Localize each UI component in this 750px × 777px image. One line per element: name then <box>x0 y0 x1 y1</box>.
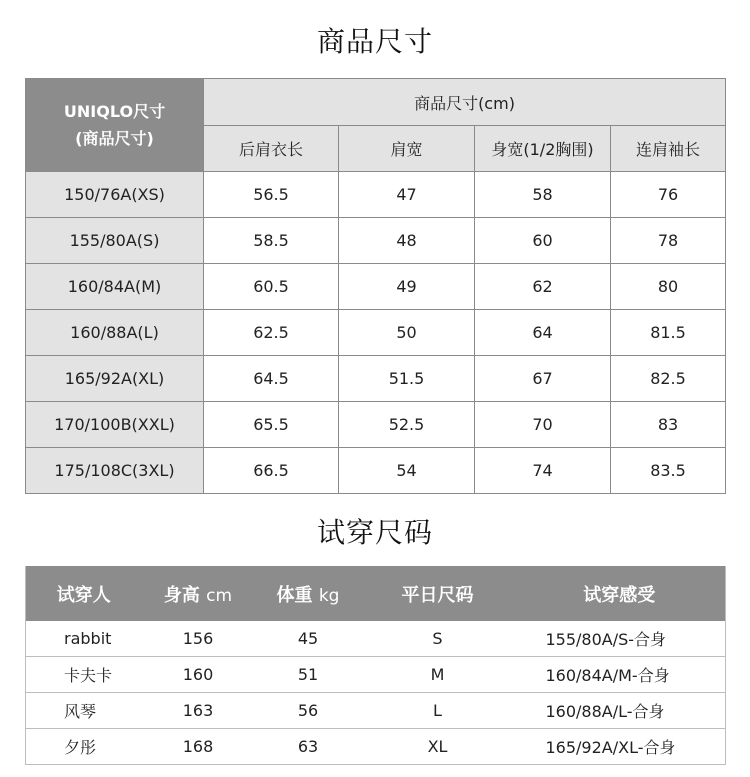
table-row <box>26 172 726 218</box>
measurement-cell: 66.5 <box>204 448 339 494</box>
fit-feedback-cell: 165/92A/XL-合身 <box>514 729 726 765</box>
measurement-cell: 50 <box>339 310 475 356</box>
measurement-cell: 82.5 <box>611 356 726 402</box>
height-cell: 156 <box>142 621 255 657</box>
size-label: 150/76A(XS) <box>26 172 204 218</box>
trial-header: 试穿人 <box>26 566 142 621</box>
measurement-cell: 74 <box>475 448 611 494</box>
size-label: 170/100B(XXL) <box>26 402 204 448</box>
measurement-cell: 51.5 <box>339 356 475 402</box>
size-table-header-row <box>26 79 726 126</box>
table-row <box>26 621 726 657</box>
size-label: 165/92A(XL) <box>26 356 204 402</box>
measurement-cell: 81.5 <box>611 310 726 356</box>
table-row <box>26 448 726 494</box>
measurement-cell: 47 <box>339 172 475 218</box>
trial-header-row <box>26 566 726 621</box>
size-label: 155/80A(S) <box>26 218 204 264</box>
corner-line-1: UNIQLO尺寸 <box>63 102 166 121</box>
tester-name: rabbit <box>26 621 142 657</box>
corner-line-2: (商品尺寸) <box>75 129 154 148</box>
measurement-cell: 62.5 <box>204 310 339 356</box>
usual-size-cell: L <box>362 693 514 729</box>
trial-table-body <box>26 621 726 765</box>
usual-size-cell: XL <box>362 729 514 765</box>
table-row <box>26 218 726 264</box>
measurement-cell: 78 <box>611 218 726 264</box>
fit-feedback-cell: 160/88A/L-合身 <box>514 693 726 729</box>
group-header: 商品尺寸(cm) <box>204 79 726 126</box>
weight-cell: 63 <box>255 729 362 765</box>
measurement-cell: 54 <box>339 448 475 494</box>
measurement-cell: 60 <box>475 218 611 264</box>
measurement-cell: 83.5 <box>611 448 726 494</box>
fit-feedback-cell: 155/80A/S-合身 <box>514 621 726 657</box>
trial-size-table <box>25 566 726 765</box>
weight-cell: 45 <box>255 621 362 657</box>
product-size-table <box>25 78 726 494</box>
measurement-cell: 67 <box>475 356 611 402</box>
measurement-cell: 83 <box>611 402 726 448</box>
usual-size-cell: S <box>362 621 514 657</box>
measurement-cell: 64.5 <box>204 356 339 402</box>
measurement-cell: 60.5 <box>204 264 339 310</box>
measurement-cell: 65.5 <box>204 402 339 448</box>
table-row <box>26 729 726 765</box>
tester-name: 风琴 <box>26 693 142 729</box>
size-label: 160/88A(L) <box>26 310 204 356</box>
column-header: 身宽(1/2胸围) <box>475 126 611 172</box>
trial-header: 体重 kg <box>255 566 362 621</box>
tester-name: 夕彤 <box>26 729 142 765</box>
measurement-cell: 64 <box>475 310 611 356</box>
height-cell: 163 <box>142 693 255 729</box>
table-row <box>26 356 726 402</box>
trial-header: 平日尺码 <box>362 566 514 621</box>
size-label: 160/84A(M) <box>26 264 204 310</box>
table-row <box>26 264 726 310</box>
trial-section-title: 试穿尺码 <box>316 516 433 549</box>
measurement-cell: 80 <box>611 264 726 310</box>
height-cell: 160 <box>142 657 255 693</box>
size-section-title: 商品尺寸 <box>316 25 433 58</box>
column-header: 后肩衣长 <box>204 126 339 172</box>
measurement-cell: 70 <box>475 402 611 448</box>
weight-cell: 51 <box>255 657 362 693</box>
size-table-body <box>26 172 726 494</box>
weight-cell: 56 <box>255 693 362 729</box>
trial-header: 试穿感受 <box>514 566 726 621</box>
measurement-cell: 49 <box>339 264 475 310</box>
table-row <box>26 402 726 448</box>
column-header: 连肩袖长 <box>611 126 726 172</box>
usual-size-cell: M <box>362 657 514 693</box>
size-label: 175/108C(3XL) <box>26 448 204 494</box>
measurement-cell: 52.5 <box>339 402 475 448</box>
measurement-cell: 76 <box>611 172 726 218</box>
tester-name: 卡夫卡 <box>26 657 142 693</box>
height-cell: 168 <box>142 729 255 765</box>
measurement-cell: 62 <box>475 264 611 310</box>
trial-header: 身高 cm <box>142 566 255 621</box>
measurement-cell: 58 <box>475 172 611 218</box>
measurement-cell: 48 <box>339 218 475 264</box>
measurement-cell: 56.5 <box>204 172 339 218</box>
size-corner-header <box>26 79 204 172</box>
table-row <box>26 693 726 729</box>
table-row <box>26 310 726 356</box>
table-row <box>26 657 726 693</box>
measurement-cell: 58.5 <box>204 218 339 264</box>
column-header: 肩宽 <box>339 126 475 172</box>
fit-feedback-cell: 160/84A/M-合身 <box>514 657 726 693</box>
